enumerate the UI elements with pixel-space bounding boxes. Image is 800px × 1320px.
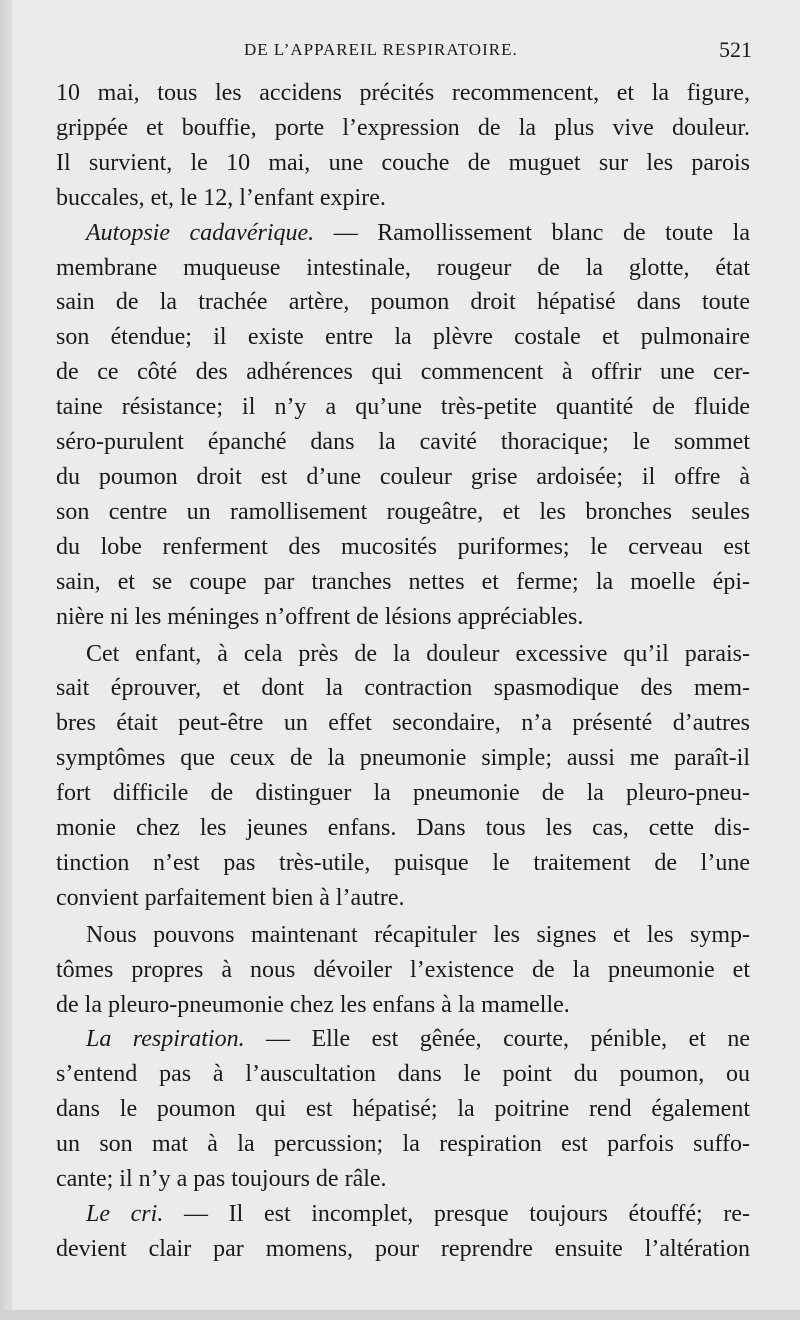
- text-line: nière ni les méninges n’offrent de lésions appréciables.: [56, 603, 584, 630]
- text-line: tinction n’est pas très-utile, puisque le traitement de l’une: [56, 849, 750, 876]
- page-number: 521: [719, 37, 752, 62]
- italic-heading-cri: Le cri.: [86, 1201, 164, 1227]
- italic-heading-autopsie: Autopsie cadavérique.: [86, 219, 315, 246]
- text-line: monie chez les jeunes enfans. Dans tous les cas, cette dis-: [56, 815, 750, 842]
- text-line: de ce côté des adhérences qui commencent à offrir une cer-: [56, 359, 750, 386]
- text-line: convient parfaitement bien à l’autre.: [56, 884, 405, 911]
- text-line: 10 mai, tous les accidens précités recommencent, et la figure,: [56, 80, 750, 106]
- text-line: Nous pouvons maintenant récapituler les signes et les symp-: [86, 921, 750, 948]
- text-line: son étendue; il existe entre la plèvre costale et pulmonaire: [56, 324, 750, 351]
- text-line: taine résistance; il n’y a qu’une très-petite quantité de fluide: [56, 394, 750, 421]
- text-line: du poumon droit est d’une couleur grise ardoisée; il offre à: [56, 463, 750, 490]
- body-text: [56, 76, 750, 1267]
- page-header: [56, 37, 752, 68]
- text-line: sain de la trachée artère, poumon droit hépatisé dans toute: [56, 289, 750, 316]
- text-line: bres était peut-être un effet secondaire, n’a présenté d’autres: [56, 710, 750, 737]
- text-line: symptômes que ceux de la pneumonie simple; aussi me paraît-il: [56, 745, 750, 772]
- text-run: — Ramollissement blanc de toute la: [333, 219, 750, 246]
- text-line: du lobe renferment des mucosités puriformes; le cerveau est: [56, 533, 750, 560]
- text-line: [56, 216, 750, 251]
- text-line: séro-purulent épanché dans la cavité thoracique; le sommet: [56, 429, 750, 456]
- text-line: cante; il n’y a pas toujours de râle.: [56, 1166, 387, 1193]
- text-line: sain, et se coupe par tranches nettes et ferme; la moelle épi-: [56, 568, 750, 595]
- text-line: un son mat à la percussion; la respiration est parfois suffo-: [56, 1131, 750, 1158]
- text-line: de la pleuro-pneumonie chez les enfans à la mamelle.: [56, 991, 570, 1018]
- text-line: Il survient, le 10 mai, une couche de muguet sur les parois: [56, 149, 750, 176]
- text-line: s’entend pas à l’auscultation dans le point du poumon, ou: [56, 1061, 750, 1088]
- text-line: membrane muqueuse intestinale, rougeur de la glotte, état: [56, 254, 750, 281]
- text-line: buccales, et, le 12, l’enfant expire.: [56, 184, 386, 211]
- text-line: son centre un ramollisement rougeâtre, et les bronches seules: [56, 498, 750, 525]
- text-line: fort difficile de distinguer la pneumonie de la pleuro-pneu-: [56, 780, 750, 807]
- text-line: [56, 1197, 750, 1232]
- text-run: — Il est incomplet, presque toujours étouffé; re-: [183, 1201, 750, 1227]
- text-line: Cet enfant, à cela près de la douleur excessive qu’il parais-: [86, 640, 750, 667]
- text-line: devient clair par momens, pour reprendre ensuite l’altération: [56, 1235, 750, 1262]
- page-bottom-edge: [0, 1310, 800, 1320]
- text-line: grippée et bouffie, porte l’expression de la plus vive douleur.: [56, 114, 750, 141]
- text-line: dans le poumon qui est hépatisé; la poitrine rend également: [56, 1096, 750, 1123]
- text-line: sait éprouver, et dont la contraction spasmodique des mem-: [56, 675, 750, 702]
- text-line: tômes propres à nous dévoiler l’existence de la pneumonie et: [56, 956, 750, 983]
- italic-heading-respiration: La respiration.: [86, 1026, 245, 1053]
- text-run: — Elle est gênée, courte, pénible, et ne: [266, 1026, 750, 1053]
- text-line: [56, 1022, 750, 1057]
- running-head: DE L’APPAREIL RESPIRATOIRE.: [244, 40, 518, 59]
